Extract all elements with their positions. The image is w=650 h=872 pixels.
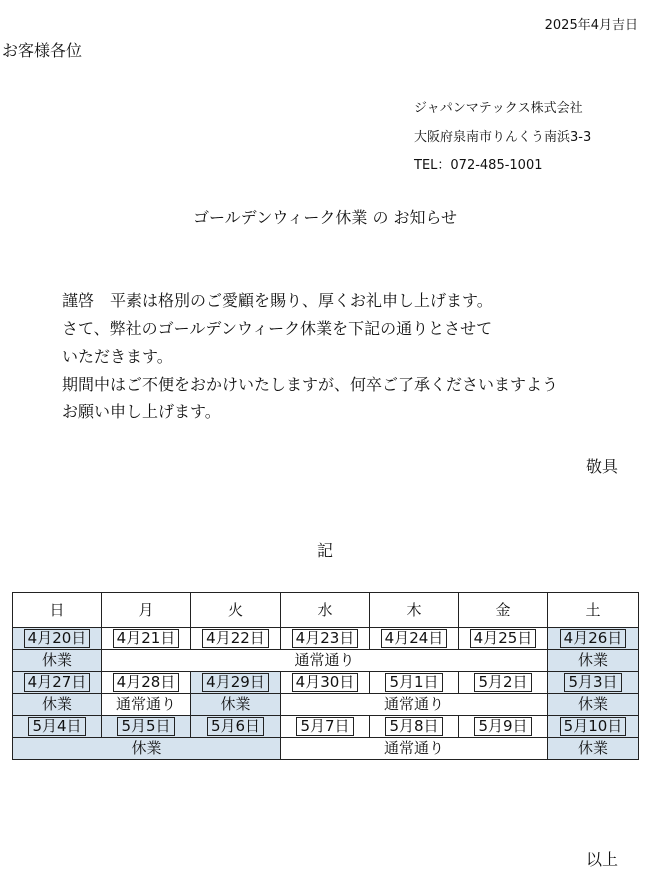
recipient: お客様各位 (2, 41, 83, 60)
letter-date: 2025年4月吉日 (544, 18, 638, 33)
date-cell: 5月1日 (370, 672, 459, 694)
weekday-header-row (13, 593, 639, 628)
date-cell: 5月8日 (370, 716, 459, 738)
date-cell: 4月23日 (281, 628, 370, 650)
body-line: いただきます。 (62, 347, 173, 366)
body-line: 期間中はご不便をおかけいたしますが、何卒ご了承くださいますよう (62, 375, 559, 394)
date-cell: 5月10日 (548, 716, 639, 738)
status-open: 通常通り (281, 738, 548, 760)
status-row (13, 738, 639, 760)
status-closed: 休業 (13, 694, 102, 716)
date-cell: 4月21日 (102, 628, 191, 650)
date-cell: 4月20日 (13, 628, 102, 650)
date-cell: 5月9日 (459, 716, 548, 738)
date-cell: 5月7日 (281, 716, 370, 738)
weekday-sun: 日 (13, 593, 102, 628)
status-closed: 休業 (548, 694, 639, 716)
date-cell: 4月28日 (102, 672, 191, 694)
weekday-mon: 月 (102, 593, 191, 628)
holiday-calendar (12, 592, 639, 760)
body-line: さて、弊社のゴールデンウィーク休業を下記の通りとさせて (62, 319, 493, 338)
sender-company: ジャパンマテックス株式会社 (414, 101, 583, 116)
date-row (13, 628, 639, 650)
end-mark-ijou: 以上 (585, 850, 618, 869)
status-row (13, 694, 639, 716)
date-cell: 4月25日 (459, 628, 548, 650)
date-cell: 4月24日 (370, 628, 459, 650)
date-cell: 5月6日 (191, 716, 281, 738)
closing-keigu: 敬具 (585, 457, 618, 476)
status-closed: 休業 (548, 650, 639, 672)
date-cell: 5月5日 (102, 716, 191, 738)
weekday-wed: 水 (281, 593, 370, 628)
sender-tel: TEL：072-485-1001 (414, 158, 543, 173)
sender-address: 大阪府泉南市りんくう南浜3-3 (414, 130, 592, 145)
status-closed: 休業 (13, 650, 102, 672)
status-open: 通常通り (102, 650, 548, 672)
date-cell: 4月22日 (191, 628, 281, 650)
document-title: ゴールデンウィーク休業 の お知らせ (192, 208, 458, 227)
status-closed: 休業 (548, 738, 639, 760)
date-cell: 5月2日 (459, 672, 548, 694)
date-cell: 4月26日 (548, 628, 639, 650)
status-closed: 休業 (13, 738, 281, 760)
status-open: 通常通り (102, 694, 191, 716)
weekday-tue: 火 (191, 593, 281, 628)
body-line: 謹啓 平素は格別のご愛顧を賜り、厚くお礼申し上げます。 (62, 291, 493, 310)
weekday-sat: 土 (548, 593, 639, 628)
weekday-fri: 金 (459, 593, 548, 628)
date-cell: 4月27日 (13, 672, 102, 694)
date-row (13, 672, 639, 694)
status-closed: 休業 (191, 694, 281, 716)
date-cell: 4月29日 (191, 672, 281, 694)
weekday-thu: 木 (370, 593, 459, 628)
date-cell: 4月30日 (281, 672, 370, 694)
ki-heading: 記 (316, 541, 333, 560)
status-open: 通常通り (281, 694, 548, 716)
body-line: お願い申し上げます。 (62, 402, 221, 421)
date-cell: 5月3日 (548, 672, 639, 694)
date-cell: 5月4日 (13, 716, 102, 738)
date-row (13, 716, 639, 738)
status-row (13, 650, 639, 672)
